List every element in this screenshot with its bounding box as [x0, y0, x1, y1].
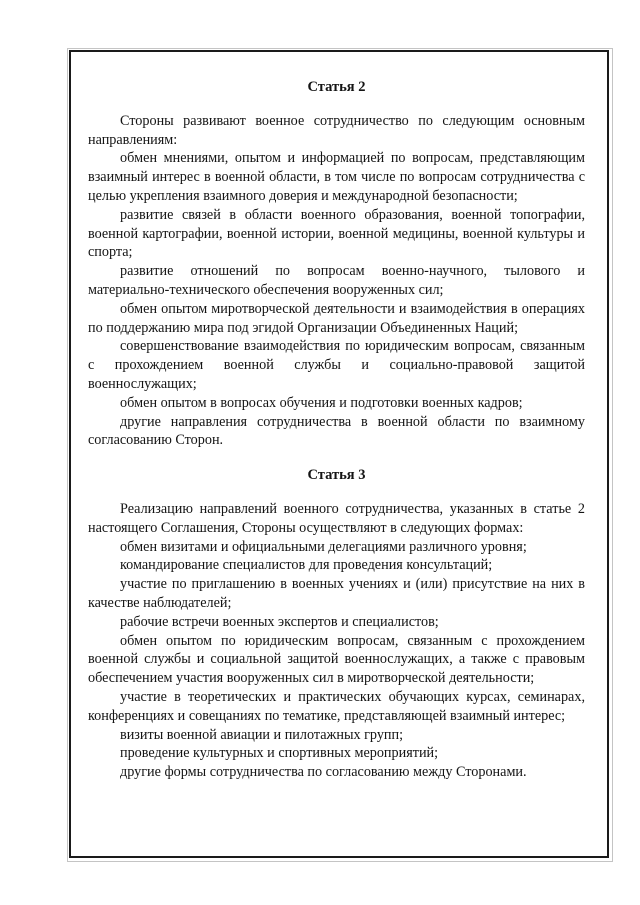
document-body [88, 78, 585, 782]
article-2-paragraph: развитие отношений по вопросам военно-научного, тылового и материально-технического обеспечения вооруженных сил; [88, 263, 585, 298]
article-2-paragraph: обмен опытом в вопросах обучения и подготовки военных кадров; [120, 394, 523, 411]
article-3-paragraph: рабочие встречи военных экспертов и специалистов; [120, 613, 439, 630]
article-3-paragraph: участие по приглашению в военных учениях и (или) присутствие на них в качестве наблюдателей; [88, 576, 585, 611]
article-3-paragraph: другие формы сотрудничества по согласованию между Сторонами. [120, 764, 527, 781]
article-2-paragraph: развитие связей в области военного образования, военной топографии, военной картографии, военной истории, военной медицины, военной культуры и спорта; [88, 206, 585, 261]
article-3-paragraph: проведение культурных и спортивных мероприятий; [120, 745, 439, 762]
article-3-paragraph: обмен опытом по юридическим вопросам, связанным с прохождением военной службы и социальной защитой военнослужащих, а также с правовым обеспечением участия вооруженных сил в миротворческой деятельности; [88, 632, 585, 687]
article-3-paragraph: обмен визитами и официальными делегациями различного уровня; [120, 538, 527, 555]
article-3-paragraph: визиты военной авиации и пилотажных групп; [120, 726, 404, 743]
article-2-paragraph: совершенствование взаимодействия по юридическим вопросам, связанным с прохождением военной службы и социально-правовой защитой военнослужащих; [88, 338, 585, 392]
article-3-paragraph: участие в теоретических и практических обучающих курсах, семинарах, конференциях и совещаниях по тематике, представляющей взаимный интерес; [88, 688, 585, 724]
article-2-paragraph: Стороны развивают военное сотрудничество по следующим основным направлениям: [88, 112, 585, 148]
article-2-paragraph: другие направления сотрудничества в военной области по взаимному согласованию Сторон. [88, 413, 585, 449]
article-2-title: Статья 2 [307, 79, 366, 95]
article-3-paragraph: командирование специалистов для проведения консультаций; [120, 557, 493, 574]
article-3-title: Статья 3 [307, 467, 366, 484]
article-3-paragraph: Реализацию направлений военного сотрудничества, указанных в статье 2 настоящего Соглашения, Стороны осуществляют в следующих формах: [88, 500, 585, 536]
article-2-paragraph: обмен мнениями, опытом и информацией по вопросам, представляющим взаимный интерес в военной области, в том числе по вопросам сотрудничества с целью укрепления взаимного доверия и международной безопасности; [88, 150, 585, 204]
article-2-paragraph: обмен опытом миротворческой деятельности и взаимодействия в операциях по поддержанию мира под эгидой Организации Объединенных Наций; [88, 300, 585, 336]
